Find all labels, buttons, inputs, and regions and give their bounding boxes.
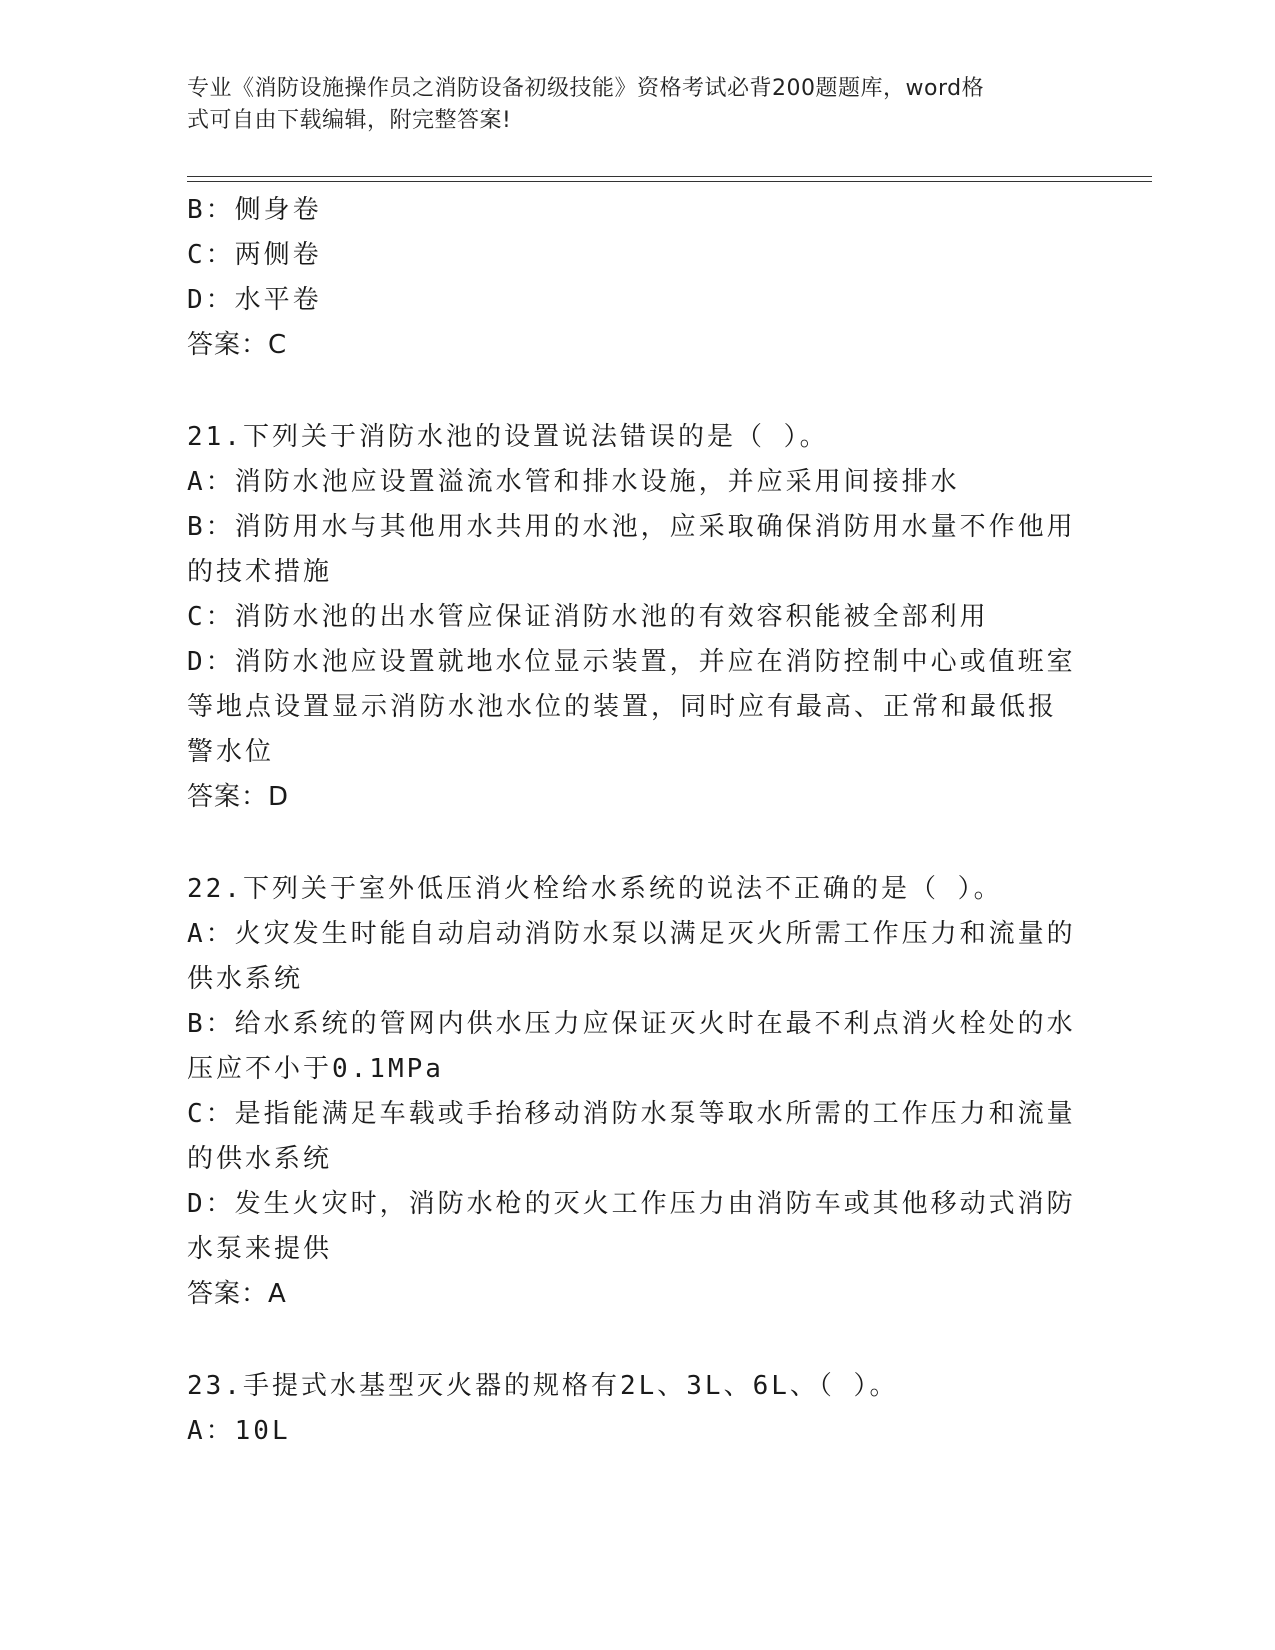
question-content: [187, 188, 1077, 1454]
option-d: D：消防水池应设置就地水位显示装置，并应在消防控制中心或值班室等地点设置显示消防水池水位的装置，同时应有最高、正常和最低报警水位: [187, 647, 1076, 767]
option-c: C：两侧卷: [187, 240, 322, 270]
header-line-2: 式可自由下载编辑，附完整答案!: [187, 108, 512, 133]
question-stem: 21.下列关于消防水池的设置说法错误的是（ ）。: [187, 422, 829, 452]
question-22: [187, 867, 1077, 1317]
option-c: C：消防水池的出水管应保证消防水池的有效容积能被全部利用: [187, 602, 989, 632]
answer: 答案：A: [187, 1279, 287, 1309]
prev-question-block: [187, 188, 1077, 368]
header-rule-bottom: [187, 181, 1152, 182]
document-header: [187, 73, 1067, 137]
question-21: [187, 415, 1077, 820]
question-stem: 23.手提式水基型灭火器的规格有2L、3L、6L、（ ）。: [187, 1371, 899, 1401]
option-c: C：是指能满足车载或手抬移动消防水泵等取水所需的工作压力和流量的供水系统: [187, 1099, 1076, 1174]
option-b: B：给水系统的管网内供水压力应保证灭火时在最不利点消火栓处的水压应不小于0.1MPa: [187, 1009, 1076, 1084]
option-d: D：水平卷: [187, 285, 322, 315]
question-23: [187, 1364, 1077, 1454]
option-b: B：消防用水与其他用水共用的水池，应采取确保消防用水量不作他用的技术措施: [187, 512, 1076, 587]
option-a: A：火灾发生时能自动启动消防水泵以满足灭火所需工作压力和流量的供水系统: [187, 919, 1076, 994]
question-stem: 22.下列关于室外低压消火栓给水系统的说法不正确的是（ ）。: [187, 874, 1003, 904]
option-a: A：10L: [187, 1416, 291, 1446]
option-a: A：消防水池应设置溢流水管和排水设施，并应采用间接排水: [187, 467, 960, 497]
answer: 答案：C: [187, 330, 288, 360]
answer: 答案：D: [187, 782, 290, 812]
option-d: D：发生火灾时，消防水枪的灭火工作压力由消防车或其他移动式消防水泵来提供: [187, 1189, 1076, 1264]
header-line-1: 专业《消防设施操作员之消防设备初级技能》资格考试必背200题题库，word格: [187, 76, 985, 101]
header-rule-top: [187, 176, 1152, 177]
option-b: B：侧身卷: [187, 195, 322, 225]
